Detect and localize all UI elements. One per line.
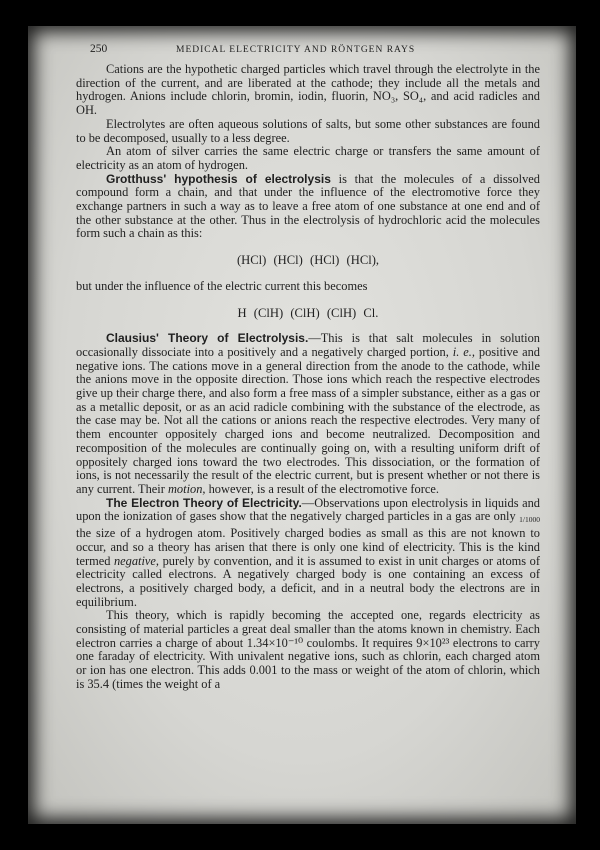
page-number: 250 [90,43,108,55]
book-page [28,26,576,824]
clausius-text-a: —This is that salt molecules in solution occasionally dissociate into a positively and a negatively charged portion, [76,331,540,359]
electron-text-c: purely by convention, and it is assumed to exist in unit charges or atoms of electricity called electrons. A negatively charged body is one containing an excess of electrons, a positively charged body, a deficit, and in a neutral body the electrons are in equilibrium. [76,553,540,609]
clausius-text-b: positive and negative ions. The cations move in a general direction from the anode to the cathode, while the anions move in the opposite direction. Those ions which reach the respective electrodes give up their charge there, and also form a free mass of a simpler substance, either as a gas or as a metallic deposit, or as an acid radicle combining with the substance of the electrode, as the case may be. Not all the cations or anions reach the respective electrodes. Very many of them encounter oppositely charged ions and become neutralized. Decomposition and recomposition of the molecules are continually going on, with a resulting uniform drift of oppositely charged ions toward the two electrodes. This dissociation, or the formation of ions, is not necessarily the result of the electric current, but is present whether or not there is any current. Their [76,344,540,496]
running-title: MEDICAL ELECTRICITY AND RÖNTGEN RAYS [176,45,416,55]
formula-hcl-chain: (HCl) (HCl) (HCl) (HCl), [236,253,380,268]
heading-electron-theory: The Electron Theory of Electricity. [106,495,302,510]
theory-text-c: electrons to carry one faraday of electricity. With univalent negative ions, such as chlorin, each charged atom or ion has one electron. This adds 0.001 to the mass or weight of the atom of chlorin, which is 35.4 (times the weight of a [76,635,540,691]
paragraph-clausius [76,332,540,496]
paragraph-grotthuss [76,173,540,242]
paragraph-theory-accepted [76,609,540,691]
electron-charge-value: 1.34×10⁻¹⁰ [246,635,304,650]
page-header [76,43,540,63]
formula-clh-chain: H (ClH) (ClH) (ClH) Cl. [237,305,379,320]
theory-text-a: This theory, which is rapidly becoming the accepted one, regards electricity as consisting of material particles a great deal smaller than the atoms known in chemistry. Each electron carries a charge of about [76,608,540,650]
page-text [76,40,540,692]
theory-text-b: coulombs. It requires [303,635,417,650]
clausius-motion: motion, [167,481,206,496]
clausius-ie: i. e., [452,344,475,359]
electron-negative: negative, [113,553,160,568]
paragraph-silver-atom: An atom of silver carries the same electric charge or transfers the same amount of electricity as an atom of hydrogen. [76,144,540,172]
electron-text-a: —Observations upon electrolysis in liquids and upon the ionization of gases show that the negatively charged particles in a gas are only [76,495,540,524]
electron-count-value: 9×10²³ [416,635,450,650]
paragraph-becomes: but under the influence of the electric current this becomes [76,278,368,293]
paragraph-electron-theory [76,497,540,610]
grotthuss-body: is that the molecules of a dissolved compound form a chain, and that under the influence of the electromotive force they exchange partners in such a way as to leave a free atom of one substance at one end and of the other substance at the other. Thus in the electrolysis of hydrochloric acid the molecules form such a chain as this: [76,171,540,241]
clausius-text-c: however, is a result of the electromotive force. [205,481,439,496]
paragraph-cations: Cations are the hypothetic charged particles which travel through the electrolyte in the direction of the current, and are liberated at the cathode; they include all the metals and hydrogen. Anions include chlorin, bromin, iodin, fluorin, NO₃, SO₄, and acid radicles and OH. [76,62,540,118]
electron-text-b: the size of a hydrogen atom. Positively charged bodies as small as this are not known to occur, and so a theory has arisen that there is only one kind of electricity. This is the kind termed [76,526,540,568]
heading-grotthuss: Grotthuss' hypothesis of electrolysis [106,171,331,186]
paragraph-electrolytes: Electrolytes are often aqueous solutions of salts, but some other substances are found to be decomposed, usually to a less degree. [76,116,540,145]
heading-clausius: Clausius' Theory of Electrolysis. [106,331,309,346]
fraction-one-thousandth: 1/1000 [519,515,540,525]
